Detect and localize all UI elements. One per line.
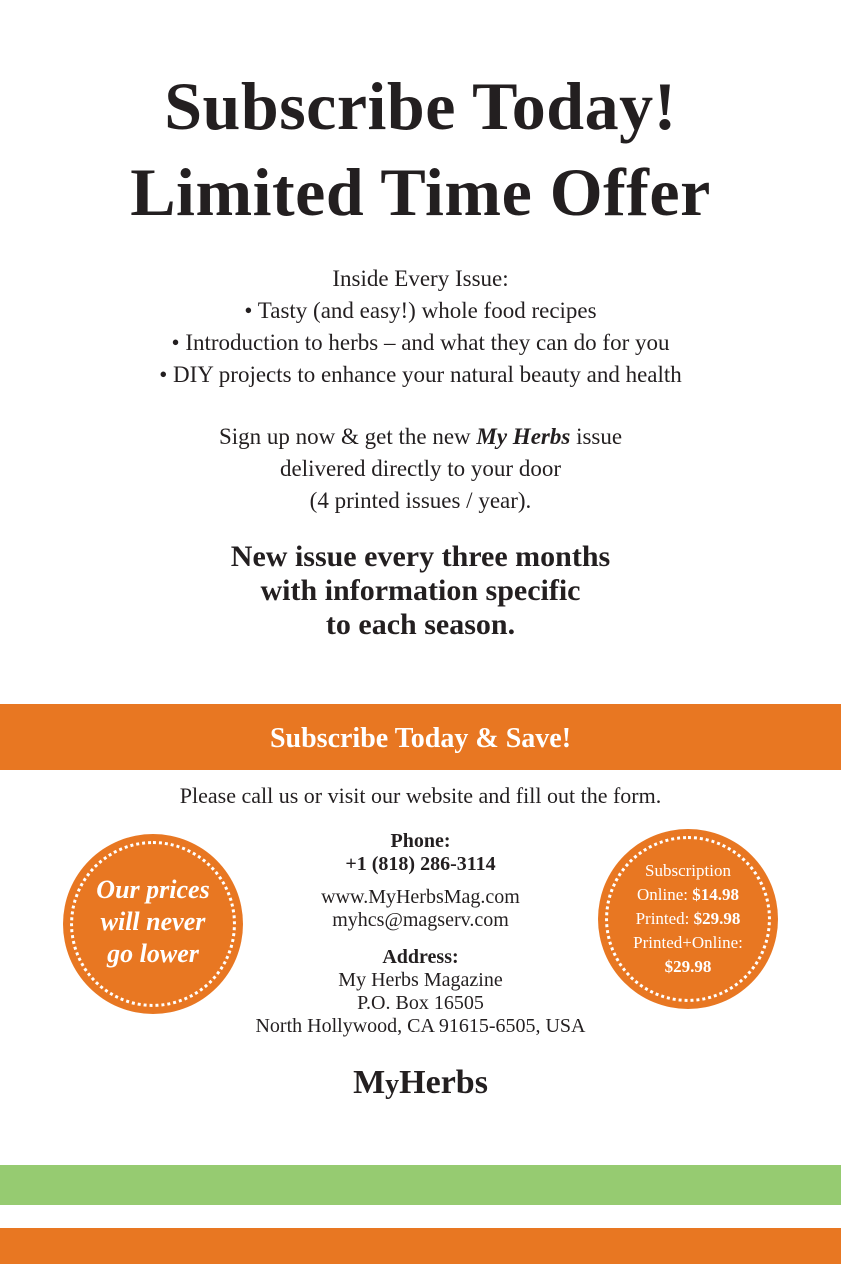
- promo-line-3: go lower: [107, 939, 199, 968]
- price-online: Online: $14.98: [637, 885, 739, 904]
- address-line: North Hollywood, CA 91615-6505, USA: [255, 1015, 586, 1037]
- address-line: P.O. Box 16505: [357, 992, 484, 1014]
- green-stripe: [0, 1165, 841, 1205]
- features-list: [0, 263, 841, 391]
- brand-logo: MyHerbs: [353, 1064, 488, 1101]
- signup-before: Sign up now & get the new: [218, 424, 477, 449]
- features-intro: Inside Every Issue:: [332, 266, 509, 291]
- address-label: Address:: [382, 946, 459, 968]
- price-combo-value: $29.98: [664, 957, 712, 976]
- phone-label: Phone:: [390, 830, 451, 852]
- feature-item: • Introduction to herbs – and what they can do for you: [171, 330, 670, 355]
- email-link[interactable]: myhcs@magserv.com: [332, 909, 509, 931]
- banner-title: Subscribe Today & Save!: [269, 723, 572, 754]
- headline-subscribe: Subscribe Today!: [164, 68, 677, 144]
- signup-text: [0, 421, 841, 517]
- price-circle: [598, 829, 778, 1009]
- promo-line-2: will never: [100, 907, 206, 936]
- season-line-2: with information specific: [260, 574, 581, 607]
- magazine-name: My Herbs: [476, 424, 571, 449]
- promo-line-1: Our prices: [96, 875, 210, 904]
- website-link[interactable]: www.MyHerbsMag.com: [321, 886, 520, 908]
- headline-limited-offer: Limited Time Offer: [130, 154, 711, 230]
- call-instructions: Please call us or visit our website and fill out the form.: [179, 783, 662, 808]
- price-printed-value: $29.98: [693, 909, 741, 928]
- season-line-1: New issue every three months: [230, 540, 611, 573]
- promo-circle: [63, 834, 243, 1014]
- price-title: Subscription: [645, 861, 731, 880]
- signup-line-2: delivered directly to your door: [279, 456, 562, 481]
- promo-text: [63, 874, 243, 970]
- orange-stripe: [0, 1228, 841, 1264]
- season-line-3: to each season.: [325, 608, 516, 641]
- feature-item: • DIY projects to enhance your natural beauty and health: [159, 362, 682, 387]
- phone-number[interactable]: +1 (818) 286-3114: [345, 853, 496, 875]
- feature-item: • Tasty (and easy!) whole food recipes: [244, 298, 597, 323]
- price-printed: Printed: $29.98: [635, 909, 741, 928]
- signup-line-1: [0, 421, 841, 453]
- price-list: [598, 859, 778, 979]
- price-online-value: $14.98: [692, 885, 739, 904]
- signup-line-3: (4 printed issues / year).: [309, 488, 532, 513]
- season-statement: [0, 540, 841, 642]
- price-combo-label: Printed+Online:: [633, 933, 743, 952]
- address-line: My Herbs Magazine: [338, 969, 503, 991]
- signup-after: issue: [570, 424, 623, 449]
